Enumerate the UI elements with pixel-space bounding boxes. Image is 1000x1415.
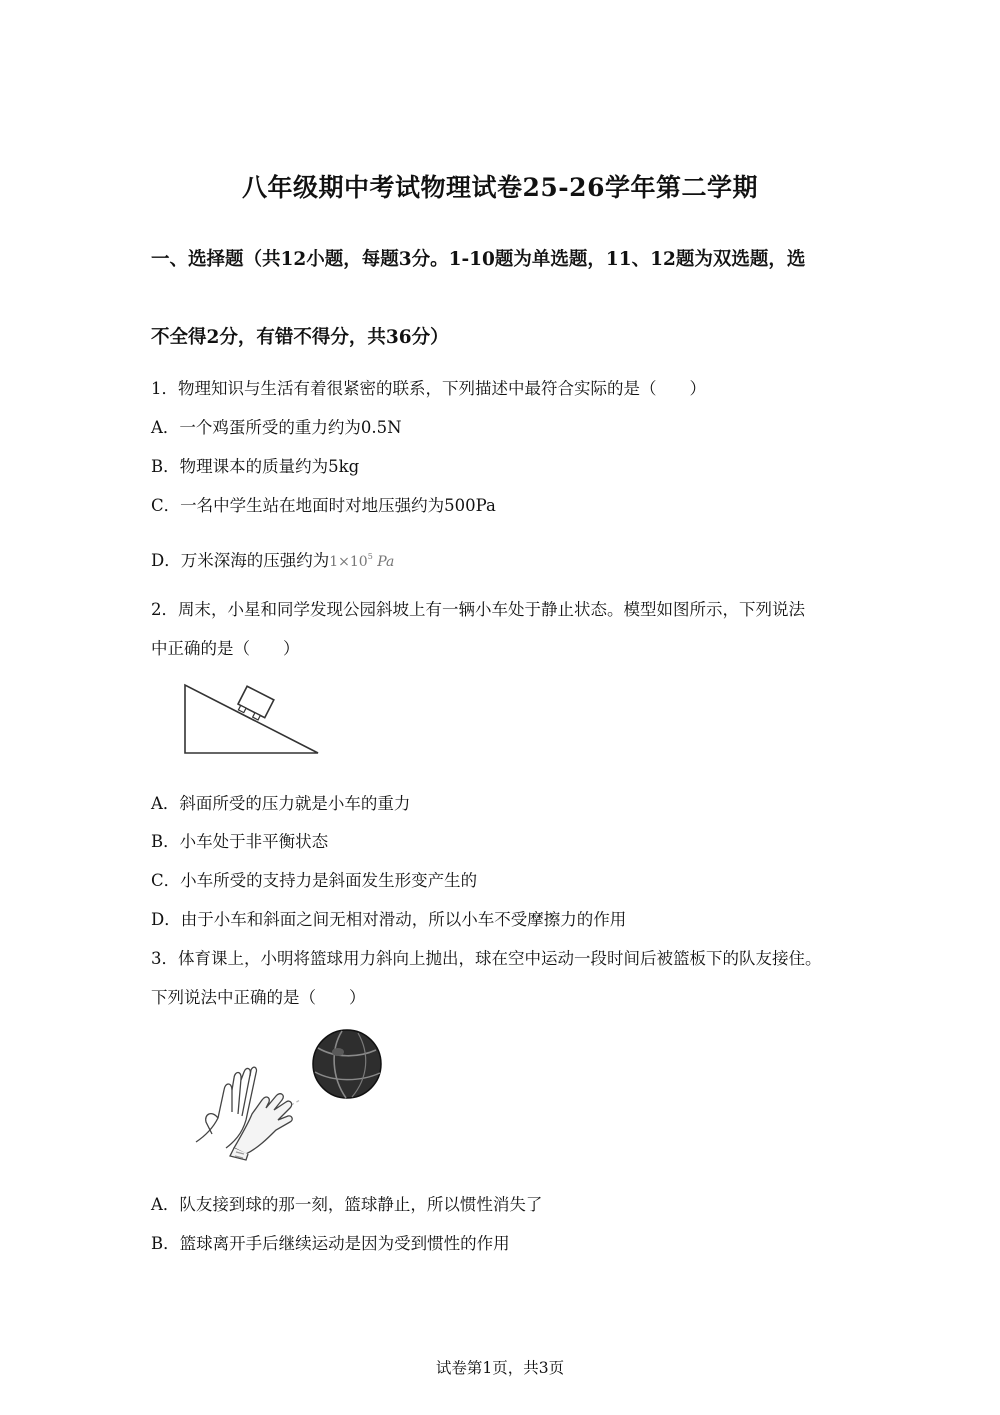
- question-3-option-b: B．篮球离开手后继续运动是因为受到惯性的作用: [151, 1234, 510, 1253]
- basketball-hands-figure: [190, 1030, 390, 1160]
- question-2-stem-line-2: 中正确的是（ ）: [151, 639, 300, 658]
- question-2-option-c: C．小车所受的支持力是斜面发生形变产生的: [151, 871, 478, 890]
- page-footer: 试卷第1页，共3页: [435, 1359, 565, 1377]
- incline-cart-figure: [180, 680, 325, 760]
- question-1-option-a: A．一个鸡蛋所受的重力约为0.5N: [151, 418, 402, 437]
- question-3-stem-line-2: 下列说法中正确的是（ ）: [151, 988, 366, 1007]
- exam-title: 八年级期中考试物理试卷25-26学年第二学期: [242, 173, 758, 202]
- question-3-option-a: A．队友接到球的那一刻，篮球静止，所以惯性消失了: [151, 1195, 543, 1214]
- section-heading-line-1: 一、选择题（共12小题，每题3分。1-10题为单选题，11、12题为双选题，选: [151, 249, 806, 270]
- question-1-stem: 1．物理知识与生活有着很紧密的联系，下列描述中最符合实际的是（ ）: [151, 379, 706, 398]
- question-2-option-a: A．斜面所受的压力就是小车的重力: [151, 794, 411, 813]
- question-1-option-d: [151, 546, 394, 573]
- question-1-option-c: C．一名中学生站在地面时对地压强约为500Pa: [151, 496, 496, 515]
- question-2-stem-line-1: 2．周末，小星和同学发现公园斜坡上有一辆小车处于静止状态。模型如图所示，下列说法: [151, 600, 805, 619]
- pressure-formula: $1\times 10^5$ Pa: [329, 552, 395, 570]
- question-2-option-b: B．小车处于非平衡状态: [151, 832, 329, 851]
- question-3-stem-line-1: 3．体育课上，小明将篮球用力斜向上抛出，球在空中运动一段时间后被篮板下的队友接住。: [151, 949, 822, 968]
- question-2-option-d: D．由于小车和斜面之间无相对滑动，所以小车不受摩擦力的作用: [151, 910, 627, 929]
- question-1-option-d-text: D．万米深海的压强约为: [151, 551, 330, 570]
- basketball-icon: [313, 1030, 381, 1098]
- section-heading-line-2: 不全得2分，有错不得分，共36分）: [151, 327, 449, 348]
- question-1-option-b: B．物理课本的质量约为5kg: [151, 457, 360, 476]
